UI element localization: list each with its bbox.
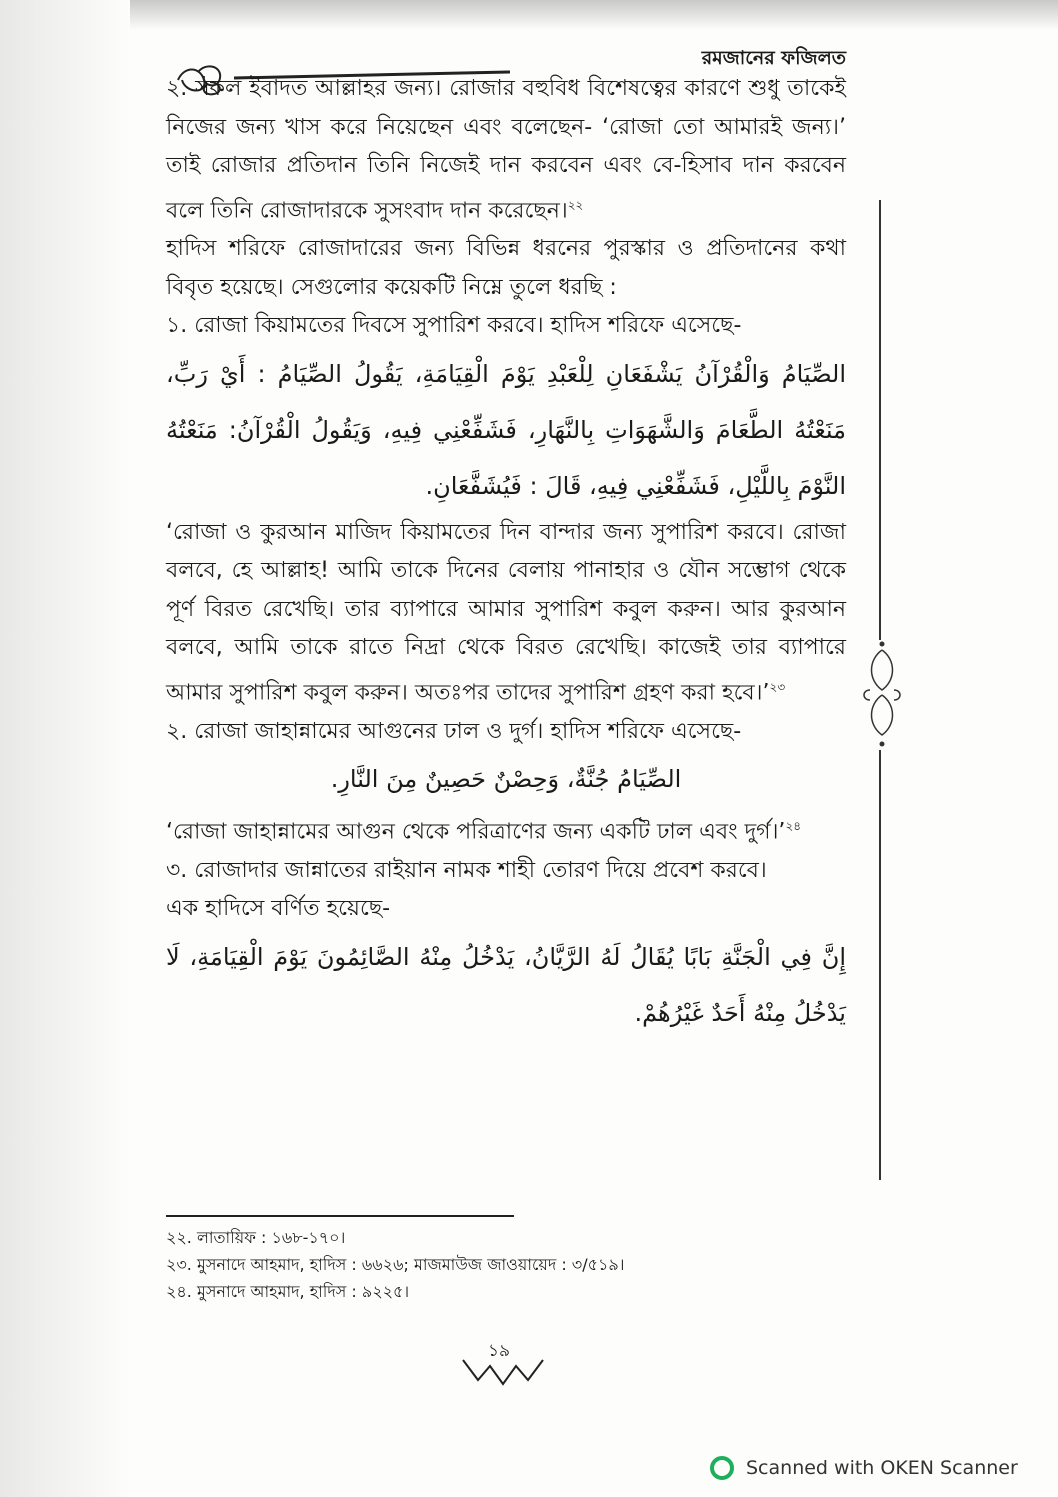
paragraph-5: ২. রোজা জাহান্নামের আগুনের ঢাল ও দুর্গ। হাদিস শরিফে এসেছে- xyxy=(166,718,742,744)
paragraph-7: ৩. রোজাদার জান্নাতের রাইয়ান নামক শাহী তোরণ দিয়ে প্রবেশ করবে। xyxy=(166,857,767,883)
scan-shadow-top xyxy=(0,0,1058,30)
paragraph-3: ১. রোজা কিয়ামতের দিবসে সুপারিশ করবে। হাদিস শরিফে এসেছে- xyxy=(166,313,742,339)
paragraph-2: হাদিস শরিফে রোজাদারের জন্য বিভিন্ন ধরনের পুরস্কার ও প্রতিদানের কথা বিবৃত হয়েছে। সেগুলোর কয়েকটি নিম্নে তুলে ধরছি : xyxy=(166,236,846,300)
footnote-ref: ২২ xyxy=(567,197,584,212)
page-number: ১৯ xyxy=(458,1340,548,1394)
paragraph-1: ২. সকল ইবাদত আল্লাহর জন্য। রোজার বহুবিধ বিশেষত্বের কারণে শুধু তাকেই নিজের জন্য খাস করে নিয়েছেন এবং বলেছেন- ‘রোজা তো আমারই জন্য।’ তাই রোজার প্রতিদান তিনি নিজেই দান করবেন এবং বে-হিসাব দান করবেন বলে তিনি রোজাদারকে সুসংবাদ দান করেছেন।$^{২২}$ xyxy=(166,76,846,223)
scanner-watermark: Scanned with OKEN Scanner xyxy=(710,1456,1018,1480)
paragraph-8: এক হাদিসে বর্ণিত হয়েছে- xyxy=(166,896,391,922)
footnote-ref: ২৩ xyxy=(769,679,786,694)
paragraph-6: ‘রোজা জাহান্নামের আগুন থেকে পরিত্রাণের জন্য একটি ঢাল এবং দুর্গ।’$^{২৪}$ xyxy=(166,819,802,845)
running-title: রমজানের ফজিলত xyxy=(701,47,846,69)
arabic-hadith-2: الصِّيَامُ جُنَّةٌ، وَحِصْنٌ حَصِينٌ مِنَ النَّارِ. xyxy=(330,765,682,794)
footnote-23: ২৩. মুসনাদে আহমাদ, হাদিস : ৬৬২৬; মাজমাউজ জাওয়ায়েদ : ৩/৫১৯। xyxy=(166,1255,625,1274)
arabic-hadith-1: الصِّيَامُ وَالْقُرْآنُ يَشْفَعَانِ لِلْعَبْدِ يَوْمَ الْقِيَامَةِ، يَقُولُ الصِّيَامُ : أَيْ رَبِّ، مَنَعْتُهُ الطَّعَامَ وَالشَّهَوَاتِ بِالنَّهَارِ، فَشَفِّعْنِي فِيهِ، وَيَقُولُ الْقُرْآنُ: مَنَعْتُهُ النَّوْمَ بِاللَّيْلِ، فَشَفِّعْنِي فِيهِ، قَالَ : فَيُشَفَّعَانِ. xyxy=(166,359,846,500)
footnote-24: ২৪. মুসনাদে আহমাদ, হাদিস : ৯২২৫। xyxy=(166,1282,410,1301)
paragraph-4: ‘রোজা ও কুরআন মাজিদ কিয়ামতের দিন বান্দার জন্য সুপারিশ করবে। রোজা বলবে, হে আল্লাহ! আমি তাকে দিনের বেলায় পানাহার ও যৌন সম্ভোগ থেকে পূর্ণ বিরত রেখেছি। তার ব্যাপারে আমার সুপারিশ কবুল করুন। আর কুরআন বলবে, আমি তাকে রাতে নিদ্রা থেকে বিরত রেখেছি। কাজেই তার ব্যাপারে আমার সুপারিশ কবুল করুন। অতঃপর তাদের সুপারিশ গ্রহণ করা হবে।’$^{২৩}$ xyxy=(166,519,846,706)
footnote-ref: ২৪ xyxy=(785,819,802,834)
main-text xyxy=(166,70,846,1041)
arabic-hadith-3: إِنَّ فِي الْجَنَّةِ بَابًا يُقَالُ لَهُ الرَّيَّانُ، يَدْخُلُ مِنْهُ الصَّائِمُونَ يَوْمَ الْقِيَامَةِ، لَا يَدْخُلُ مِنْهُ أَحَدٌ غَيْرُهُمْ. xyxy=(166,942,846,1027)
scan-shadow-left xyxy=(0,0,130,1497)
side-ornament-icon xyxy=(862,640,902,750)
oken-logo-icon xyxy=(710,1456,734,1480)
footnote-22: ২২. লাতায়িফ : ১৬৮-১৭০। xyxy=(166,1228,346,1247)
footnote-divider xyxy=(166,1215,514,1217)
